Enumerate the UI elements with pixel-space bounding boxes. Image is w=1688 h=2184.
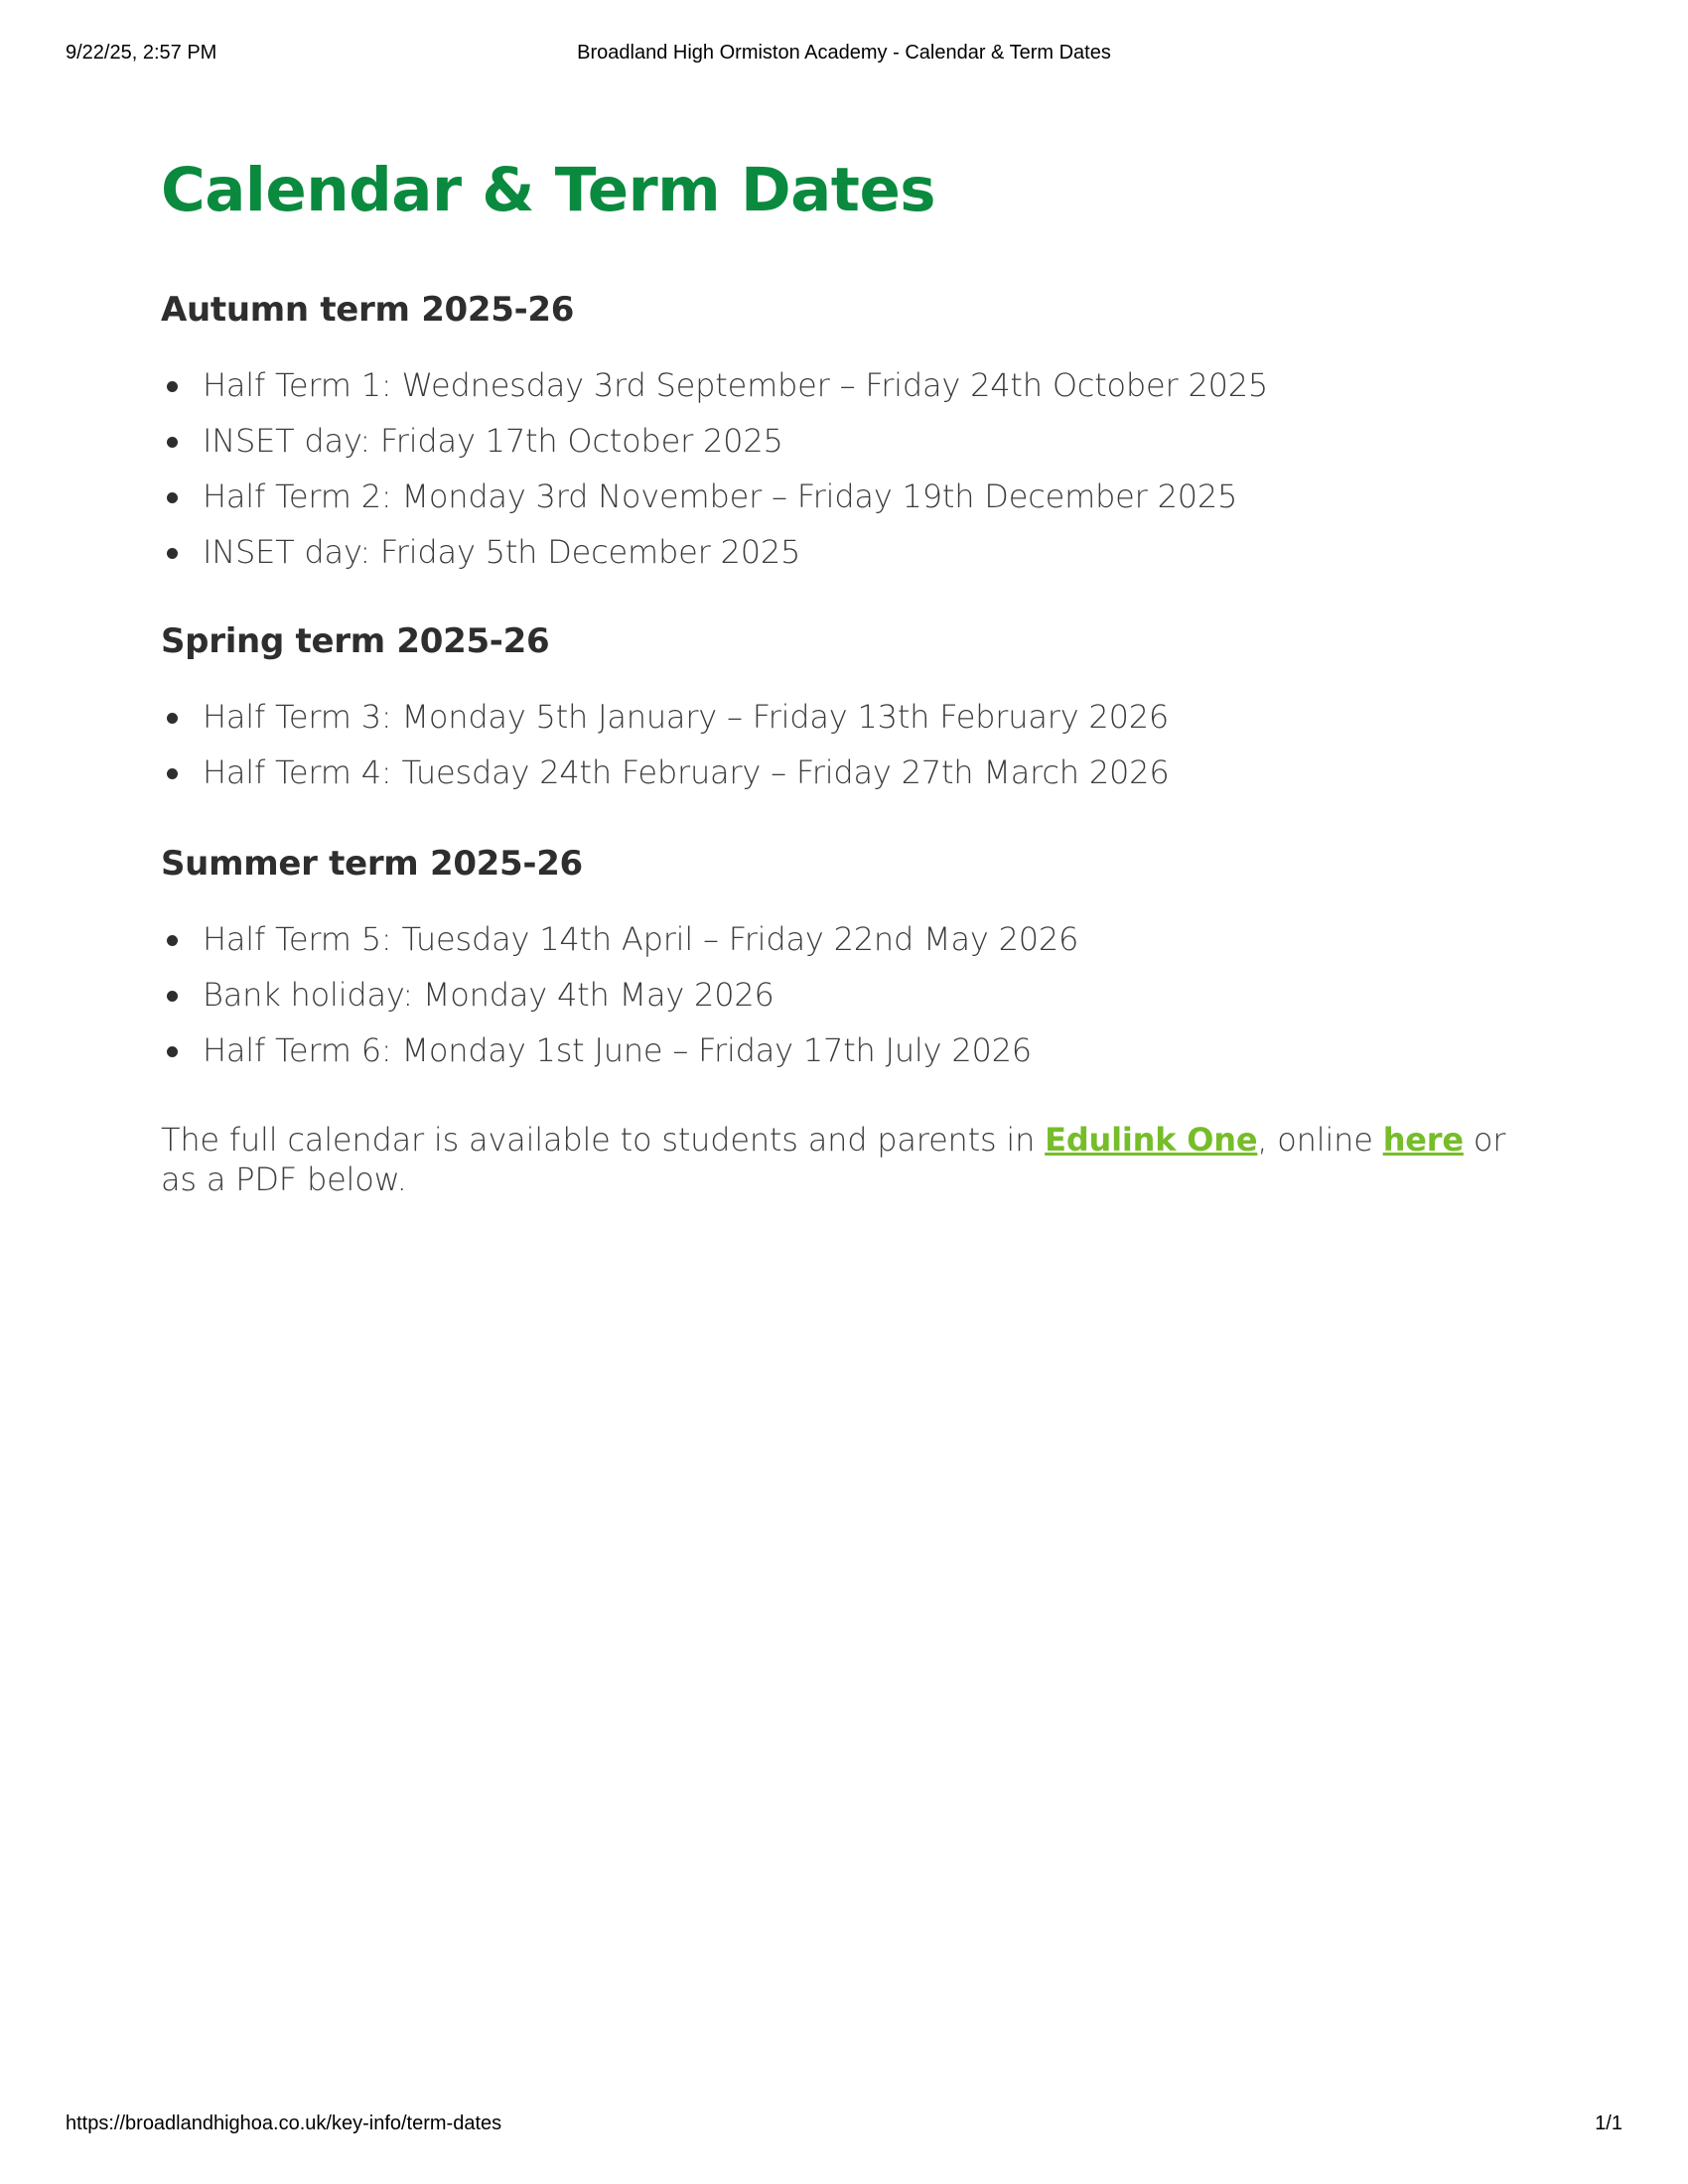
list-item — [161, 469, 1551, 524]
bullet-icon — [167, 381, 178, 392]
main-content — [161, 151, 1551, 1199]
list-item — [161, 1023, 1551, 1078]
bullet-icon — [167, 935, 178, 946]
bullet-icon — [167, 1046, 178, 1057]
list-item — [161, 357, 1551, 413]
bullet-icon — [167, 548, 178, 559]
print-header — [66, 42, 1622, 71]
section-autumn-term — [161, 288, 1551, 580]
section-spring-term — [161, 619, 1551, 800]
bullet-icon — [167, 437, 178, 448]
print-document-title: Broadland High Ormiston Academy - Calendar & Term Dates — [577, 42, 1111, 64]
print-datetime: 9/22/25, 2:57 PM — [66, 42, 217, 64]
note-text-after: or as a PDF below. — [161, 1121, 1506, 1198]
list-item-text: Bank holiday: Monday 4th May 2026 — [203, 976, 774, 1014]
print-url: https://broadlandhighoa.co.uk/key-info/term-dates — [66, 2113, 502, 2134]
term-dates-list — [161, 357, 1551, 580]
list-item-text: Half Term 3: Monday 5th January – Friday 13th February 2026 — [203, 698, 1170, 736]
list-item — [161, 967, 1551, 1023]
term-dates-list — [161, 911, 1551, 1078]
note-text-middle: , online — [1257, 1121, 1383, 1159]
list-item-text: Half Term 1: Wednesday 3rd September – Friday 24th October 2025 — [203, 366, 1269, 404]
list-item-text: Half Term 2: Monday 3rd November – Friday 19th December 2025 — [203, 478, 1238, 515]
list-item — [161, 689, 1551, 745]
page-title: Calendar & Term Dates — [161, 155, 936, 225]
list-item — [161, 413, 1551, 469]
list-item-text: Half Term 5: Tuesday 14th April – Friday 22nd May 2026 — [203, 920, 1079, 958]
note-text-before: The full calendar is available to students and parents in — [161, 1121, 1046, 1159]
term-dates-list — [161, 689, 1551, 800]
calendar-note — [161, 1120, 1551, 1199]
list-item-text: Half Term 4: Tuesday 24th February – Friday 27th March 2026 — [203, 753, 1170, 791]
section-summer-term — [161, 842, 1551, 1078]
list-item-text: Half Term 6: Monday 1st June – Friday 17th July 2026 — [203, 1031, 1032, 1069]
edulink-one-link[interactable]: Edulink One — [1045, 1121, 1258, 1159]
list-item — [161, 524, 1551, 580]
list-item — [161, 745, 1551, 800]
section-heading: Spring term 2025-26 — [161, 621, 550, 661]
list-item-text: INSET day: Friday 17th October 2025 — [203, 422, 783, 460]
print-footer — [66, 2113, 1622, 2142]
list-item-text: INSET day: Friday 5th December 2025 — [203, 533, 801, 571]
bullet-icon — [167, 713, 178, 724]
page-number: 1/1 — [1595, 2113, 1622, 2134]
bullet-icon — [167, 492, 178, 503]
section-heading: Autumn term 2025-26 — [161, 290, 575, 330]
list-item — [161, 911, 1551, 967]
section-heading: Summer term 2025-26 — [161, 844, 583, 884]
bullet-icon — [167, 768, 178, 779]
calendar-online-link[interactable]: here — [1382, 1121, 1464, 1159]
bullet-icon — [167, 991, 178, 1002]
